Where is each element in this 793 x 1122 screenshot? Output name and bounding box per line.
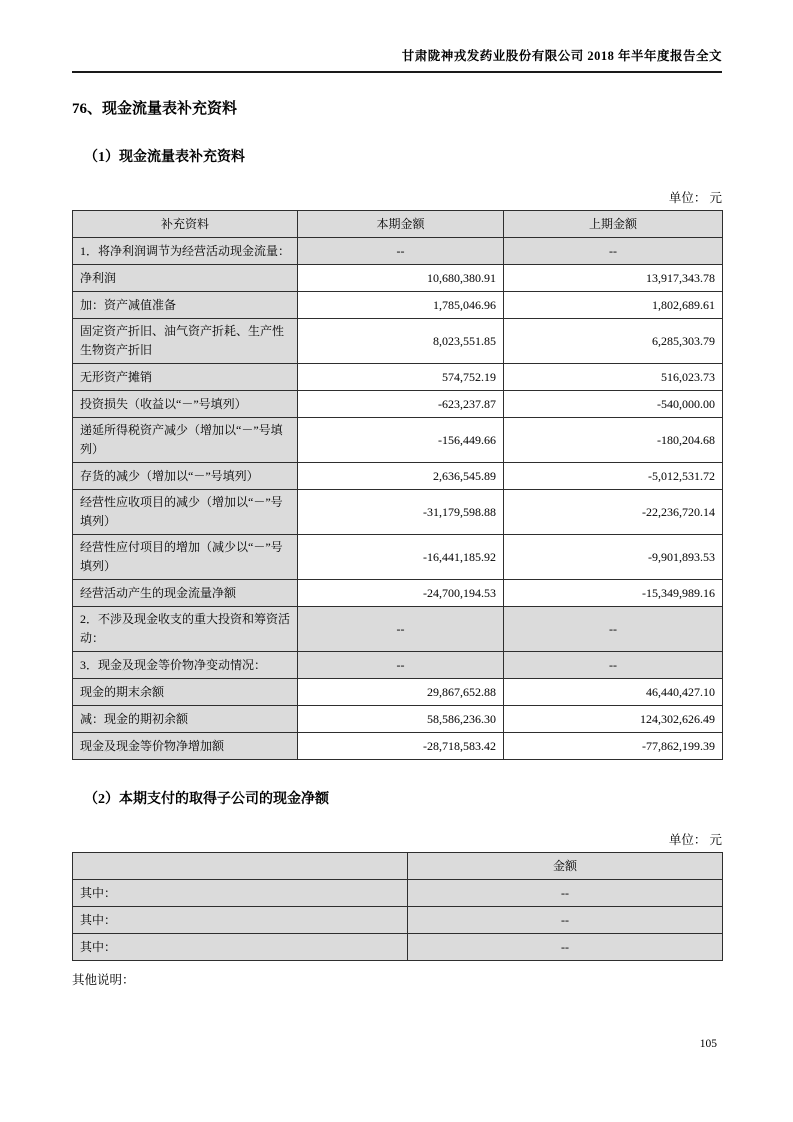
cell-prior: -180,204.68 [504, 418, 723, 463]
cell-label: 减：现金的期初余额 [73, 706, 298, 733]
cash-flow-supplement-table [72, 210, 723, 760]
cell-current: -- [298, 652, 504, 679]
cell-prior: 46,440,427.10 [504, 679, 723, 706]
table-header-row [73, 211, 723, 238]
cell-current: 10,680,380.91 [298, 265, 504, 292]
cell-prior: -5,012,531.72 [504, 463, 723, 490]
cell-current: 2,636,545.89 [298, 463, 504, 490]
table-row [73, 364, 723, 391]
table-row [73, 238, 723, 265]
cell-label: 无形资产摊销 [73, 364, 298, 391]
cell-current: -24,700,194.53 [298, 580, 504, 607]
cell-prior: -22,236,720.14 [504, 490, 723, 535]
cell-prior: -- [504, 652, 723, 679]
cell-label: 加：资产减值准备 [73, 292, 298, 319]
cell-prior: 124,302,626.49 [504, 706, 723, 733]
cell-prior: -- [504, 238, 723, 265]
column-header-blank [73, 853, 408, 880]
cell-prior: 13,917,343.78 [504, 265, 723, 292]
cell-current: 1,785,046.96 [298, 292, 504, 319]
cell-label: 2．不涉及现金收支的重大投资和筹资活动： [73, 607, 298, 652]
table-row [73, 679, 723, 706]
cell-label: 经营性应付项目的增加（减少以“－”号填列） [73, 535, 298, 580]
cell-prior: 6,285,303.79 [504, 319, 723, 364]
cell-prior: 1,802,689.61 [504, 292, 723, 319]
table-row [73, 535, 723, 580]
cell-label: 经营活动产生的现金流量净额 [73, 580, 298, 607]
cell-current: -28,718,583.42 [298, 733, 504, 760]
page-number: 105 [699, 1038, 717, 1050]
cell-current: -156,449.66 [298, 418, 504, 463]
cell-label: 固定资产折旧、油气资产折耗、生产性生物资产折旧 [73, 319, 298, 364]
table-row [73, 265, 723, 292]
unit-label-1: 单位： 元 [668, 191, 722, 205]
cell-current: -- [298, 607, 504, 652]
table-row [73, 934, 723, 961]
cell-prior: -77,862,199.39 [504, 733, 723, 760]
table-header-row [73, 853, 723, 880]
cell-prior: 516,023.73 [504, 364, 723, 391]
cell-label: 其中： [73, 880, 408, 907]
table-row [73, 907, 723, 934]
table-row [73, 292, 723, 319]
subsidiary-cash-table [72, 852, 723, 961]
subsection-2-title: （2）本期支付的取得子公司的现金净额 [84, 792, 329, 807]
cell-label: 其中： [73, 934, 408, 961]
table-row [73, 391, 723, 418]
cell-label: 现金的期末余额 [73, 679, 298, 706]
column-header-current: 本期金额 [298, 211, 504, 238]
cell-prior: -540,000.00 [504, 391, 723, 418]
table-row [73, 706, 723, 733]
section-title: 76、现金流量表补充资料 [72, 101, 238, 117]
cell-current: 574,752.19 [298, 364, 504, 391]
table-row [73, 418, 723, 463]
cell-label: 净利润 [73, 265, 298, 292]
table-row [73, 733, 723, 760]
column-header-item: 补充资料 [73, 211, 298, 238]
cell-prior: -- [504, 607, 723, 652]
unit-label-2: 单位： 元 [668, 833, 722, 847]
cell-label: 3．现金及现金等价物净变动情况： [73, 652, 298, 679]
table-row [73, 652, 723, 679]
cell-current: -31,179,598.88 [298, 490, 504, 535]
cell-label: 其中： [73, 907, 408, 934]
cell-amount: -- [408, 907, 723, 934]
table-row [73, 490, 723, 535]
cell-label: 现金及现金等价物净增加额 [73, 733, 298, 760]
cell-label: 1．将净利润调节为经营活动现金流量： [73, 238, 298, 265]
other-notes-label: 其他说明： [72, 973, 135, 987]
cell-label: 存货的减少（增加以“－”号填列） [73, 463, 298, 490]
cell-current: -16,441,185.92 [298, 535, 504, 580]
cell-current: 58,586,236.30 [298, 706, 504, 733]
cell-current: 8,023,551.85 [298, 319, 504, 364]
column-header-amount: 金额 [408, 853, 723, 880]
table-row [73, 880, 723, 907]
subsection-1-title: （1）现金流量表补充资料 [84, 150, 245, 165]
cell-current: -- [298, 238, 504, 265]
cell-current: 29,867,652.88 [298, 679, 504, 706]
document-header-title: 甘肃陇神戎发药业股份有限公司 2018 年半年度报告全文 [72, 46, 722, 73]
cell-prior: -9,901,893.53 [504, 535, 723, 580]
column-header-prior: 上期金额 [504, 211, 723, 238]
cell-label: 递延所得税资产减少（增加以“－”号填列） [73, 418, 298, 463]
table-row [73, 607, 723, 652]
cell-amount: -- [408, 934, 723, 961]
cell-amount: -- [408, 880, 723, 907]
table-row [73, 580, 723, 607]
cell-label: 经营性应收项目的减少（增加以“－”号填列） [73, 490, 298, 535]
cell-current: -623,237.87 [298, 391, 504, 418]
cell-prior: -15,349,989.16 [504, 580, 723, 607]
table-row [73, 463, 723, 490]
table-row [73, 319, 723, 364]
cell-label: 投资损失（收益以“－”号填列） [73, 391, 298, 418]
